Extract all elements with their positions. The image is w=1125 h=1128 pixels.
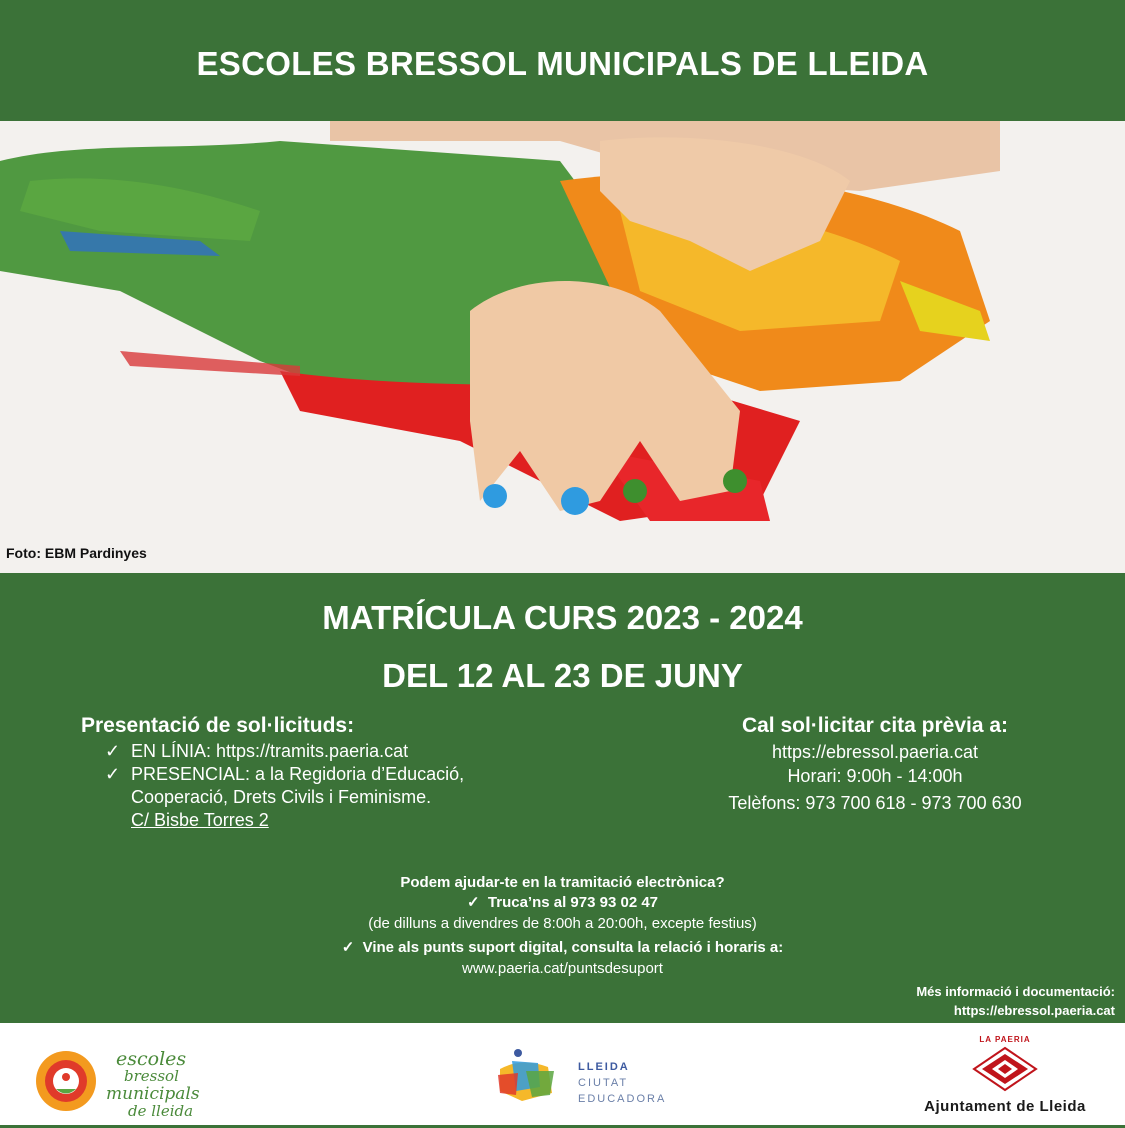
ebm-logo-text-3: municipals [106,1084,200,1104]
more-info-label: Més informació i documentació: [916,984,1115,999]
main-content [0,573,1125,1023]
lleida-ciutat-educadora-logo [492,1043,692,1107]
list-item [105,763,601,832]
footer-logos [0,1023,1125,1125]
check-icon: ✓ [105,764,121,784]
page-title: ESCOLES BRESSOL MUNICIPALS DE LLEIDA [196,44,929,82]
ebm-logo [30,1043,230,1123]
in-person-line-2: Cooperació, Drets Civils i Feminisme. [131,787,432,807]
help-schedule: (de dilluns a divendres de 8:00h a 20:00h, excepte festius) [368,915,757,932]
online-application-text: EN LÍNIA: https://tramits.paeria.cat [131,741,409,761]
applications-section [81,714,601,832]
help-question: Podem ajudar-te en la tramitació electrònica? [400,874,725,891]
dates-heading: DEL 12 AL 23 DE JUNY [382,657,743,694]
help-digital-url[interactable]: www.paeria.cat/puntsdesuport [462,960,663,977]
check-icon: ✓ [466,894,488,911]
ebm-logo-text-1: escoles [116,1048,187,1070]
appointment-phones: Telèfons: 973 700 618 - 973 700 630 [728,793,1022,813]
applications-list [81,740,601,832]
appointment-section [690,714,1060,815]
more-info [916,982,1115,1020]
check-icon: ✓ [105,741,121,761]
applications-title: Presentació de sol·licituds: [81,714,355,737]
help-section [0,873,1125,980]
photo-credit: Foto: EBM Pardinyes [6,545,147,561]
enrollment-heading: MATRÍCULA CURS 2023 - 2024 [322,599,803,636]
help-digital-points: Vine als punts suport digital, consulta la relació i horaris a: [362,939,784,956]
paeria-shield-logo [900,1035,1110,1123]
ebm-logo-text-2: bressol [124,1067,179,1085]
header-band [0,0,1125,121]
address-link[interactable]: C/ Bisbe Torres 2 [131,810,269,830]
appointment-title: Cal sol·licitar cita prèvia a: [741,714,1009,737]
hero-photo [0,121,1125,573]
paeria-name: Ajuntament de Lleida [924,1098,1086,1115]
appointment-url[interactable]: https://ebressol.paeria.cat [771,742,979,762]
paeria-top-text: LA PAERIA [979,1035,1031,1044]
list-item [105,740,601,763]
lce-logo-text-2: CIUTAT [578,1077,629,1089]
in-person-line-1: PRESENCIAL: a la Regidoria d’Educació, [131,764,465,784]
lce-logo-text-1: LLEIDA [578,1061,630,1073]
help-call: Truca’ns al 973 93 02 47 [487,894,659,911]
more-info-url[interactable]: https://ebressol.paeria.cat [953,1003,1115,1018]
lce-logo-text-3: EDUCADORA [578,1093,667,1105]
painting-hands-illustration [0,121,1125,573]
ebm-logo-text-4: de lleida [128,1102,194,1120]
appointment-hours: Horari: 9:00h - 14:00h [787,766,963,786]
check-icon: ✓ [341,939,363,956]
